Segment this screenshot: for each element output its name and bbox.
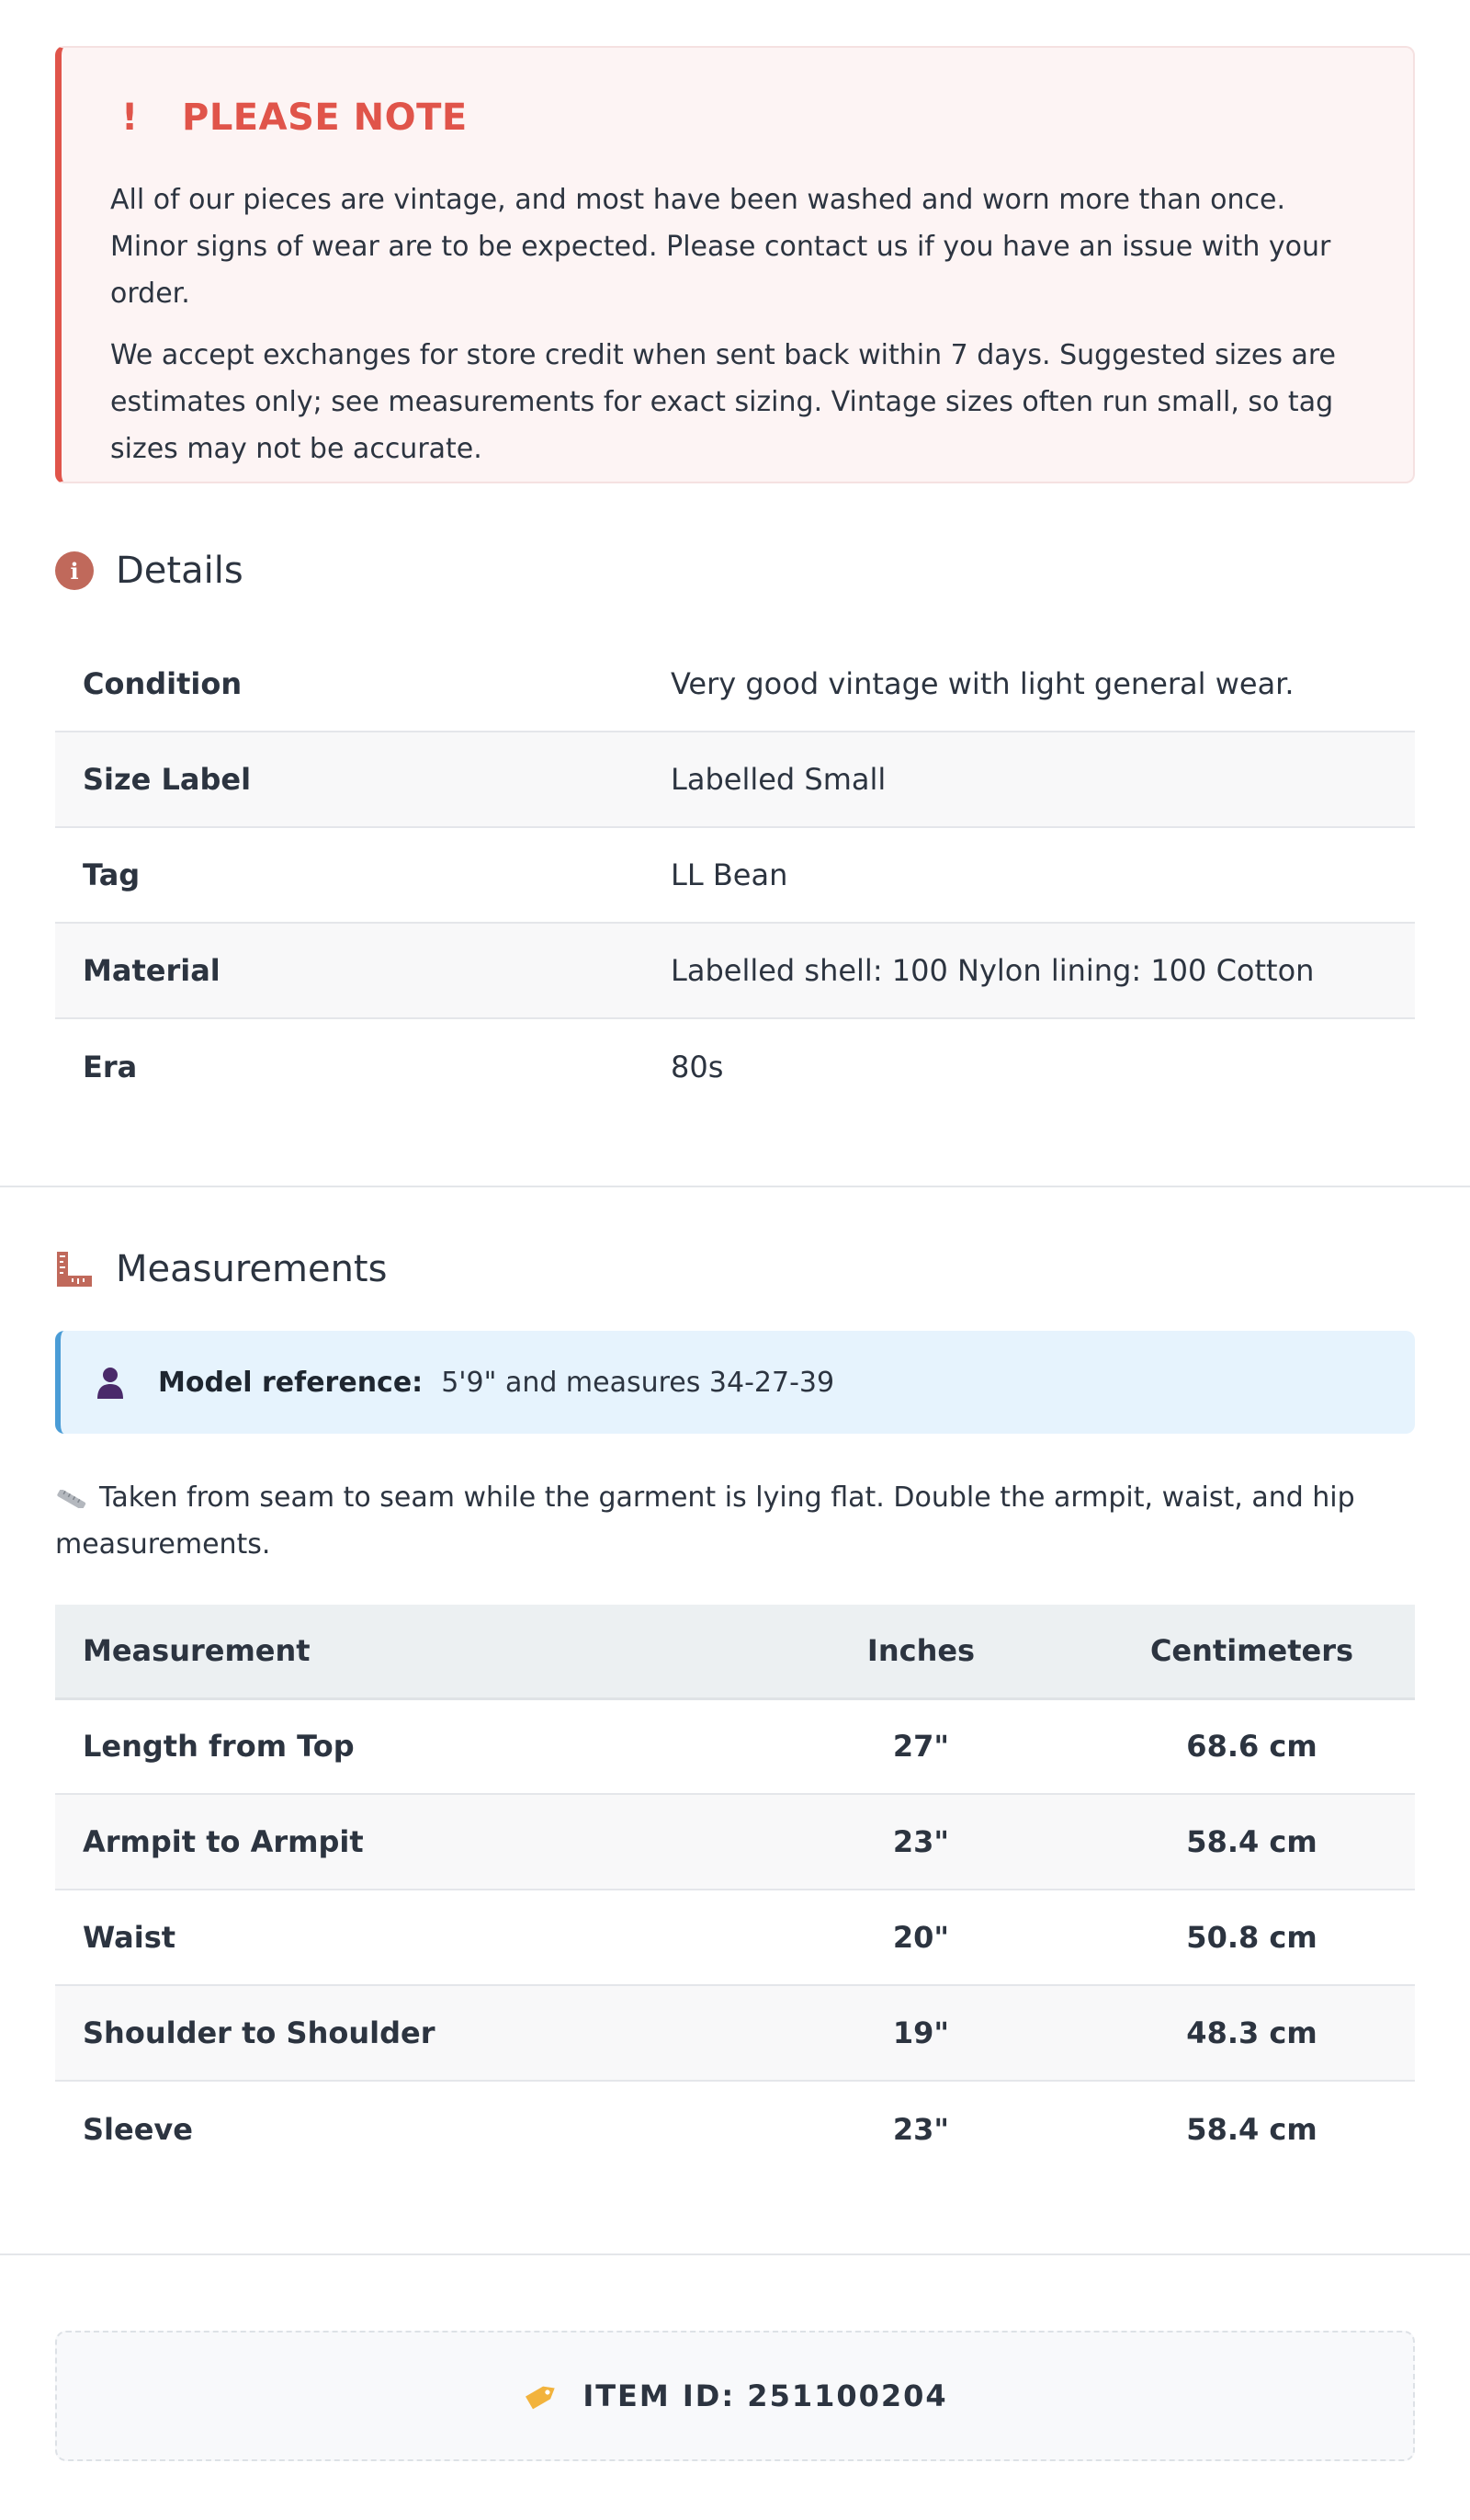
- detail-value: Very good vintage with light general wear.: [671, 665, 1295, 701]
- section-title: Details: [116, 550, 243, 592]
- measurement-name: Length from Top: [83, 1729, 355, 1765]
- detail-label: Era: [83, 1049, 138, 1084]
- table-row: [55, 1890, 1415, 1985]
- exclamation-icon: !: [121, 96, 139, 139]
- measurement-inches: 19": [892, 2015, 950, 2050]
- table-row: [55, 732, 1415, 827]
- measurement-name: Shoulder to Shoulder: [83, 2015, 435, 2050]
- measurement-name: Sleeve: [83, 2111, 193, 2147]
- measurements-table: [55, 1605, 1415, 2176]
- details-header: [55, 546, 1415, 596]
- person-icon: [96, 1366, 125, 1399]
- measurement-cm: 50.8 cm: [1186, 1920, 1317, 1955]
- table-row: [55, 636, 1415, 732]
- detail-label: Condition: [83, 665, 243, 701]
- model-reference: [55, 1331, 1415, 1434]
- tag-icon: [522, 2380, 560, 2412]
- model-reference-label: Model reference:: [158, 1366, 424, 1399]
- table-row: [55, 1018, 1415, 1114]
- detail-value: Labelled Small: [671, 762, 887, 797]
- note-text: Taken from seam to seam while the garment is lying flat. Double the armpit, waist, and hip measurements.: [55, 1481, 1355, 1561]
- notice-header: [110, 96, 1365, 139]
- notice-paragraph: All of our pieces are vintage, and most have been washed and worn more than once. Minor signs of wear are to be expected. Please contact us if you have an issue with your order.: [110, 184, 1331, 310]
- measurement-cm: 58.4 cm: [1186, 2111, 1317, 2147]
- table-row: [55, 1698, 1415, 1794]
- notice-box: [55, 46, 1415, 483]
- column-header: Centimeters: [1149, 1633, 1354, 1669]
- ruler-pencil-icon: [55, 1476, 88, 1494]
- measurement-name: Armpit to Armpit: [83, 1824, 364, 1859]
- info-icon: i: [55, 551, 94, 590]
- detail-label: Size Label: [83, 762, 252, 797]
- notice-title: PLEASE NOTE: [182, 96, 468, 139]
- column-header: Inches: [866, 1633, 976, 1669]
- details-table: [55, 636, 1415, 1114]
- detail-value: Labelled shell: 100 Nylon lining: 100 Cotton: [671, 953, 1315, 988]
- measurement-note: [55, 1474, 1415, 1568]
- table-row: [55, 1985, 1415, 2081]
- divider: [0, 2253, 1470, 2255]
- measurement-cm: 68.6 cm: [1186, 1729, 1317, 1765]
- measurement-inches: 27": [892, 1729, 950, 1765]
- model-reference-value: 5'9" and measures 34-27-39: [441, 1366, 835, 1399]
- table-row: [55, 827, 1415, 923]
- item-id-label: ITEM ID: 251100204: [582, 2378, 948, 2413]
- item-id-box: [55, 2331, 1415, 2461]
- table-header-row: [55, 1605, 1415, 1698]
- detail-value: 80s: [671, 1049, 724, 1084]
- measurement-name: Waist: [83, 1920, 176, 1955]
- notice-paragraph: We accept exchanges for store credit when sent back within 7 days. Suggested sizes are estimates only; see measurements for exact sizing. Vintage sizes often run small, so tag sizes may not be accurate.: [110, 339, 1337, 465]
- table-row: [55, 923, 1415, 1018]
- measurement-cm: 58.4 cm: [1186, 1824, 1317, 1859]
- column-header: Measurement: [83, 1633, 311, 1669]
- measurement-inches: 23": [892, 2111, 950, 2147]
- measurement-inches: 23": [892, 1824, 950, 1859]
- measurements-header: [55, 1244, 1415, 1294]
- divider: [0, 1186, 1470, 1187]
- detail-label: Tag: [83, 857, 141, 892]
- section-title: Measurements: [116, 1248, 388, 1290]
- table-row: [55, 1794, 1415, 1890]
- table-row: [55, 2081, 1415, 2176]
- measurement-cm: 48.3 cm: [1186, 2015, 1317, 2050]
- detail-label: Material: [83, 953, 220, 988]
- detail-value: LL Bean: [671, 857, 788, 892]
- ruler-icon: [55, 1250, 94, 1288]
- measurement-inches: 20": [892, 1920, 950, 1955]
